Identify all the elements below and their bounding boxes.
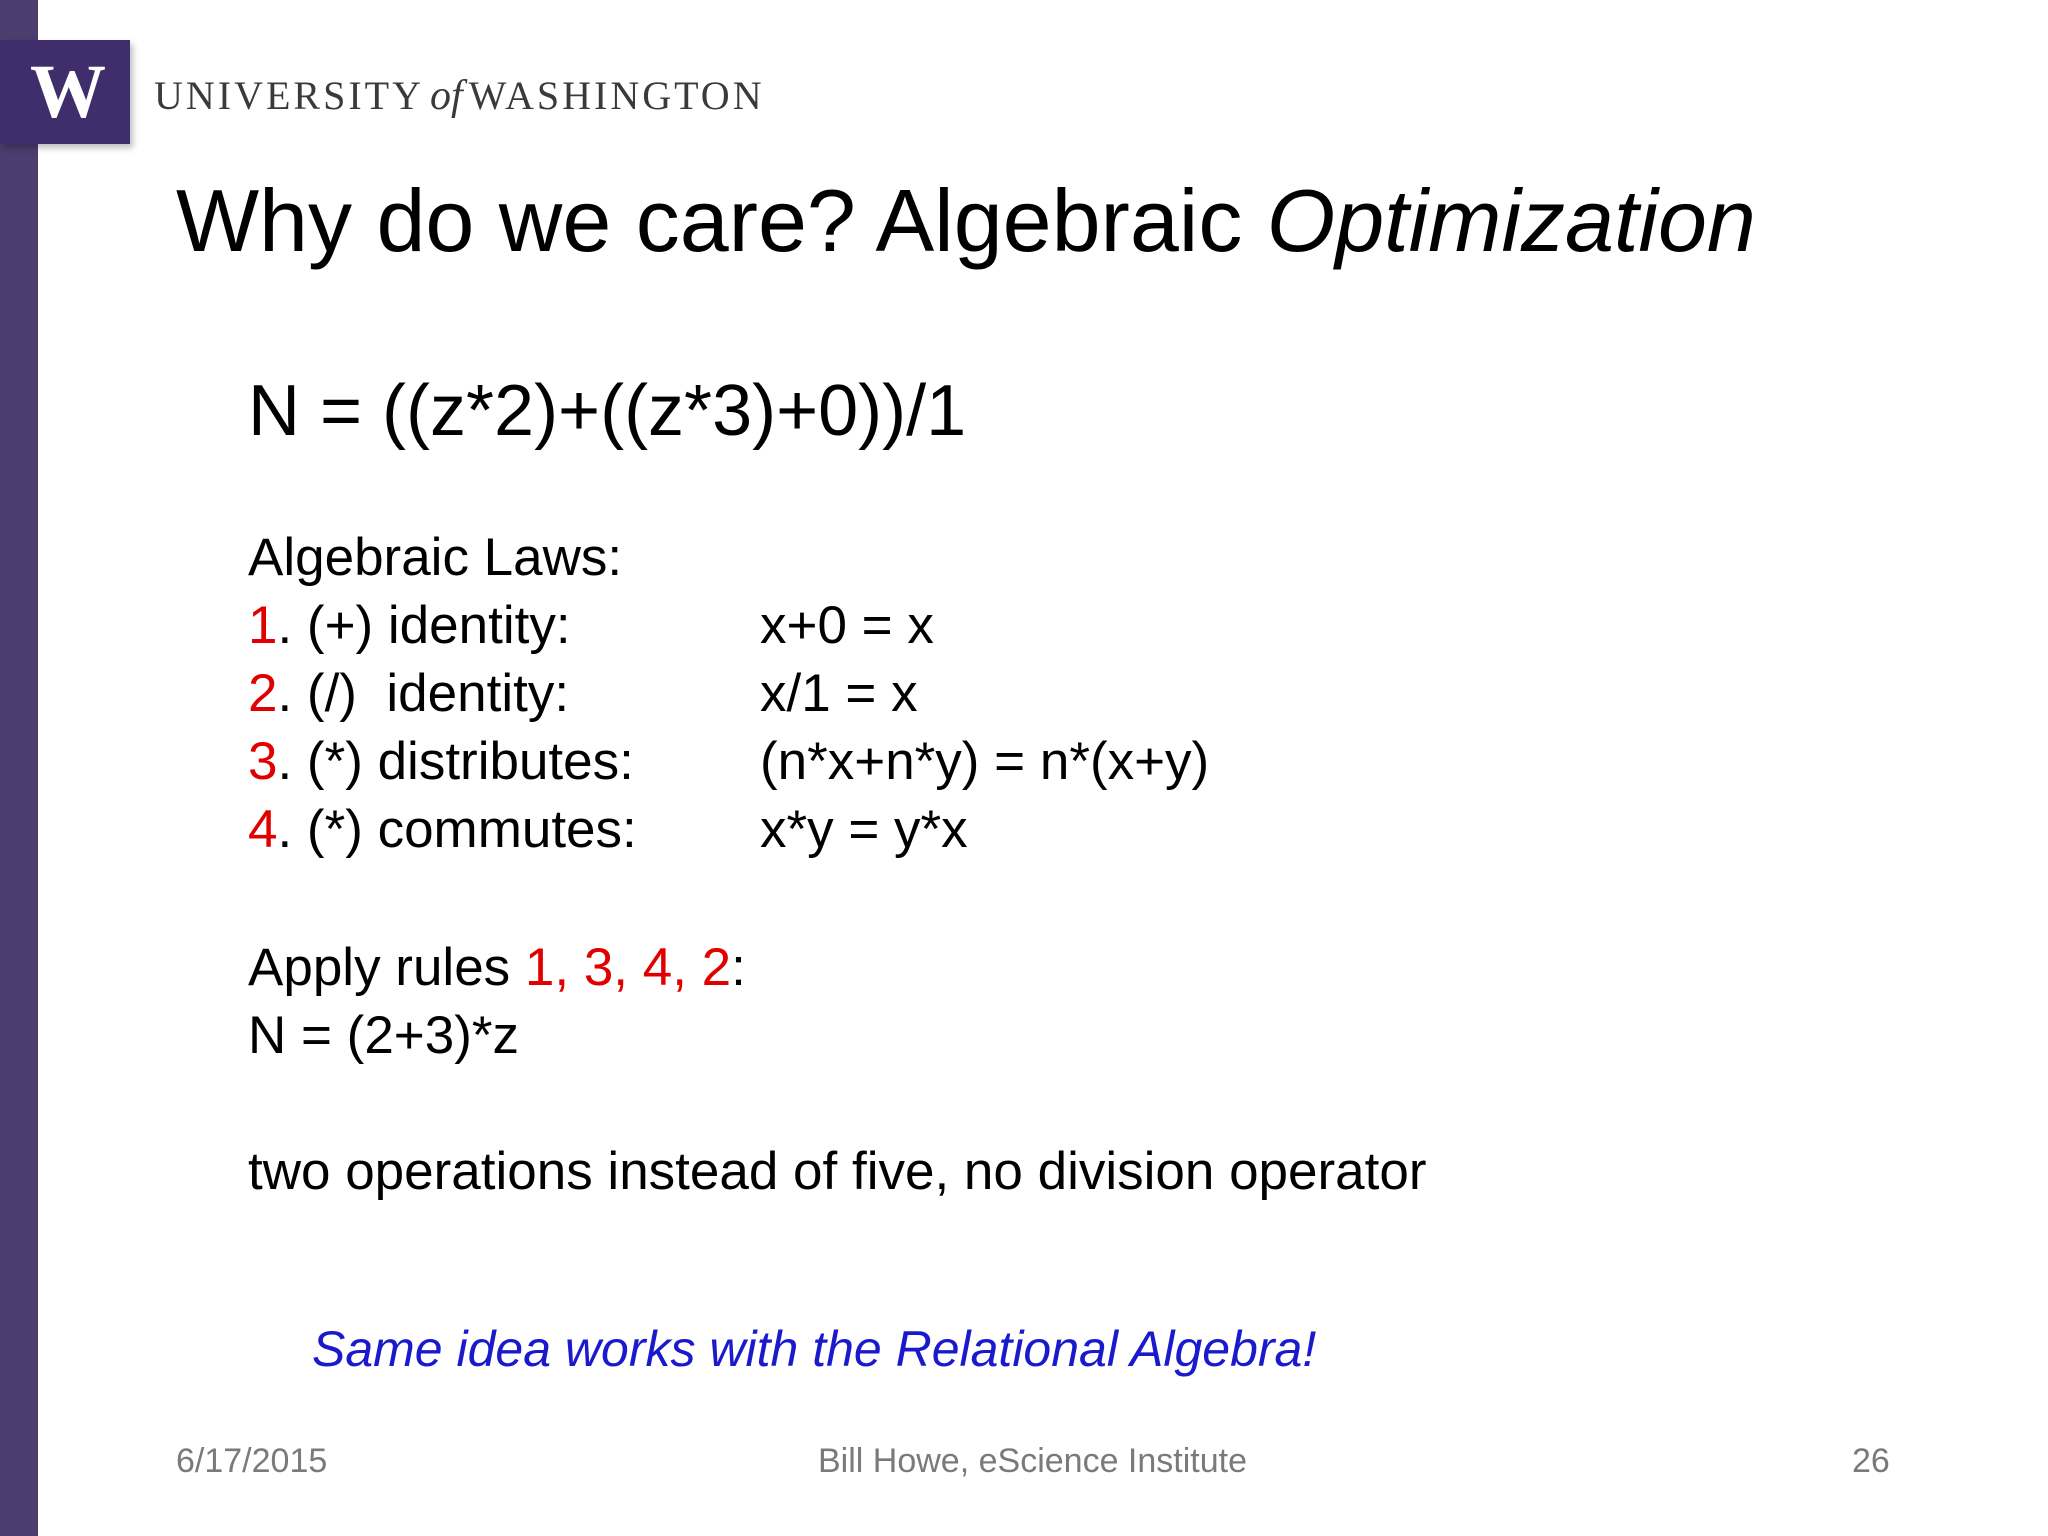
law-row [248,796,968,864]
law-number: 4 [248,800,278,859]
law-description: . (*) commutes: [277,800,637,859]
footer-page-number: 26 [1852,1442,1890,1480]
slide-title-plain: Why do we care? Algebraic [176,171,1267,270]
apply-rules-line [248,934,746,1002]
apply-rules-list: 1, 3, 4, 2 [524,938,732,997]
uw-logo-letter: W [30,50,102,134]
apply-rules-suffix: : [731,938,746,997]
left-accent-bar [0,0,38,1536]
law-formula: x*y = y*x [760,800,968,859]
law-row [248,660,918,728]
law-number: 3 [248,732,278,791]
main-equation: N = ((z*2)+((z*3)+0))/1 [248,371,967,451]
result-equation: N = (2+3)*z [248,1006,520,1065]
summary-text: two operations instead of five, no division operator [248,1142,1427,1201]
laws-heading: Algebraic Laws: [248,528,623,587]
law-formula: (n*x+n*y) = n*(x+y) [760,732,1210,791]
slide-title-italic: Optimization [1266,171,1756,270]
footer-author: Bill Howe, eScience Institute [818,1442,1247,1480]
law-row [248,728,1210,796]
wordmark-university: UNIVERSITY [154,73,424,118]
slide-title [176,171,1756,270]
law-description: . (/) identity: [277,664,570,723]
law-description: . (*) distributes: [277,732,634,791]
law-formula: x/1 = x [760,664,918,723]
law-formula: x+0 = x [760,596,934,655]
apply-rules-prefix: Apply rules [248,938,525,997]
university-wordmark [154,72,765,120]
law-description: . (+) identity: [277,596,571,655]
law-number: 1 [248,596,278,655]
law-number: 2 [248,664,278,723]
uw-logo [0,40,130,144]
footer-date: 6/17/2015 [176,1442,328,1480]
law-row [248,592,934,660]
wordmark-washington: WASHINGTON [468,73,765,118]
relational-algebra-note: Same idea works with the Relational Algebra! [312,1321,1317,1377]
wordmark-of: of [429,73,463,119]
